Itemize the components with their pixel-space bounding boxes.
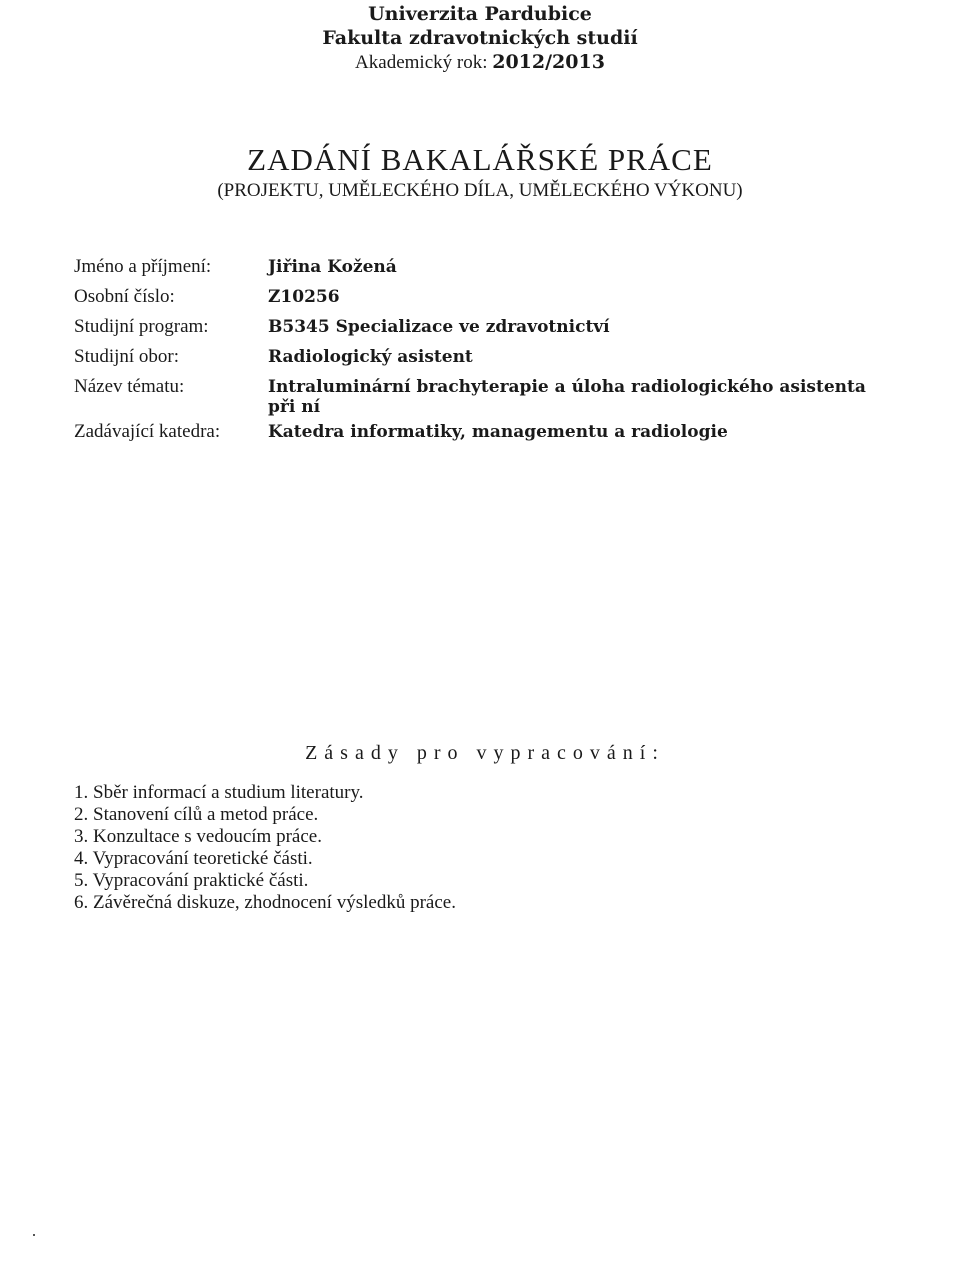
faculty-name: Fakulta zdravotnických studií bbox=[322, 27, 638, 49]
list-item: 4. Vypracování teoretické části. bbox=[74, 848, 313, 869]
field-value bbox=[268, 372, 866, 417]
list-item: 3. Konzultace s vedoucím práce. bbox=[74, 826, 322, 847]
field-label: Název tématu: bbox=[74, 376, 185, 397]
student-info bbox=[74, 252, 934, 447]
university-name: Univerzita Pardubice bbox=[368, 3, 592, 25]
field-personal-number bbox=[74, 282, 934, 312]
field-value: Jiřina Kožená bbox=[268, 257, 397, 277]
field-label: Studijní program: bbox=[74, 316, 209, 337]
field-value: Z10256 bbox=[268, 287, 340, 307]
list-item: 6. Závěrečná diskuze, zhodnocení výsledků práce. bbox=[74, 892, 456, 913]
field-study-program bbox=[74, 312, 934, 342]
list-item: 1. Sběr informací a studium literatury. bbox=[74, 782, 364, 803]
list-item: 5. Vypracování praktické části. bbox=[74, 870, 309, 891]
field-topic bbox=[74, 372, 934, 417]
field-study-branch bbox=[74, 342, 934, 372]
field-department bbox=[74, 417, 934, 447]
academic-year-value: 2012/2013 bbox=[492, 51, 605, 73]
topic-line-2: při ní bbox=[268, 397, 321, 417]
field-name bbox=[74, 252, 934, 282]
topic-line-1: Intraluminární brachyterapie a úloha radiologického asistenta bbox=[268, 377, 866, 397]
scan-speck bbox=[33, 1234, 35, 1236]
document-subtitle: (PROJEKTU, UMĚLECKÉHO DÍLA, UMĚLECKÉHO VÝKONU) bbox=[217, 180, 743, 201]
field-label: Studijní obor: bbox=[74, 346, 180, 367]
field-value: Radiologický asistent bbox=[268, 347, 473, 367]
academic-year-label: Akademický rok: bbox=[355, 52, 488, 73]
field-value: Katedra informatiky, managementu a radiologie bbox=[268, 422, 728, 442]
academic-year bbox=[0, 50, 960, 75]
field-label: Zadávající katedra: bbox=[74, 421, 221, 442]
principles-heading: Zásady pro vypracování: bbox=[305, 742, 665, 764]
list-item: 2. Stanovení cílů a metod práce. bbox=[74, 804, 319, 825]
document-title: ZADÁNÍ BAKALÁŘSKÉ PRÁCE bbox=[247, 142, 713, 177]
field-label: Jméno a příjmení: bbox=[74, 256, 212, 277]
field-label: Osobní číslo: bbox=[74, 286, 175, 307]
field-value: B5345 Specializace ve zdravotnictví bbox=[268, 317, 610, 337]
principles-list bbox=[74, 782, 456, 914]
